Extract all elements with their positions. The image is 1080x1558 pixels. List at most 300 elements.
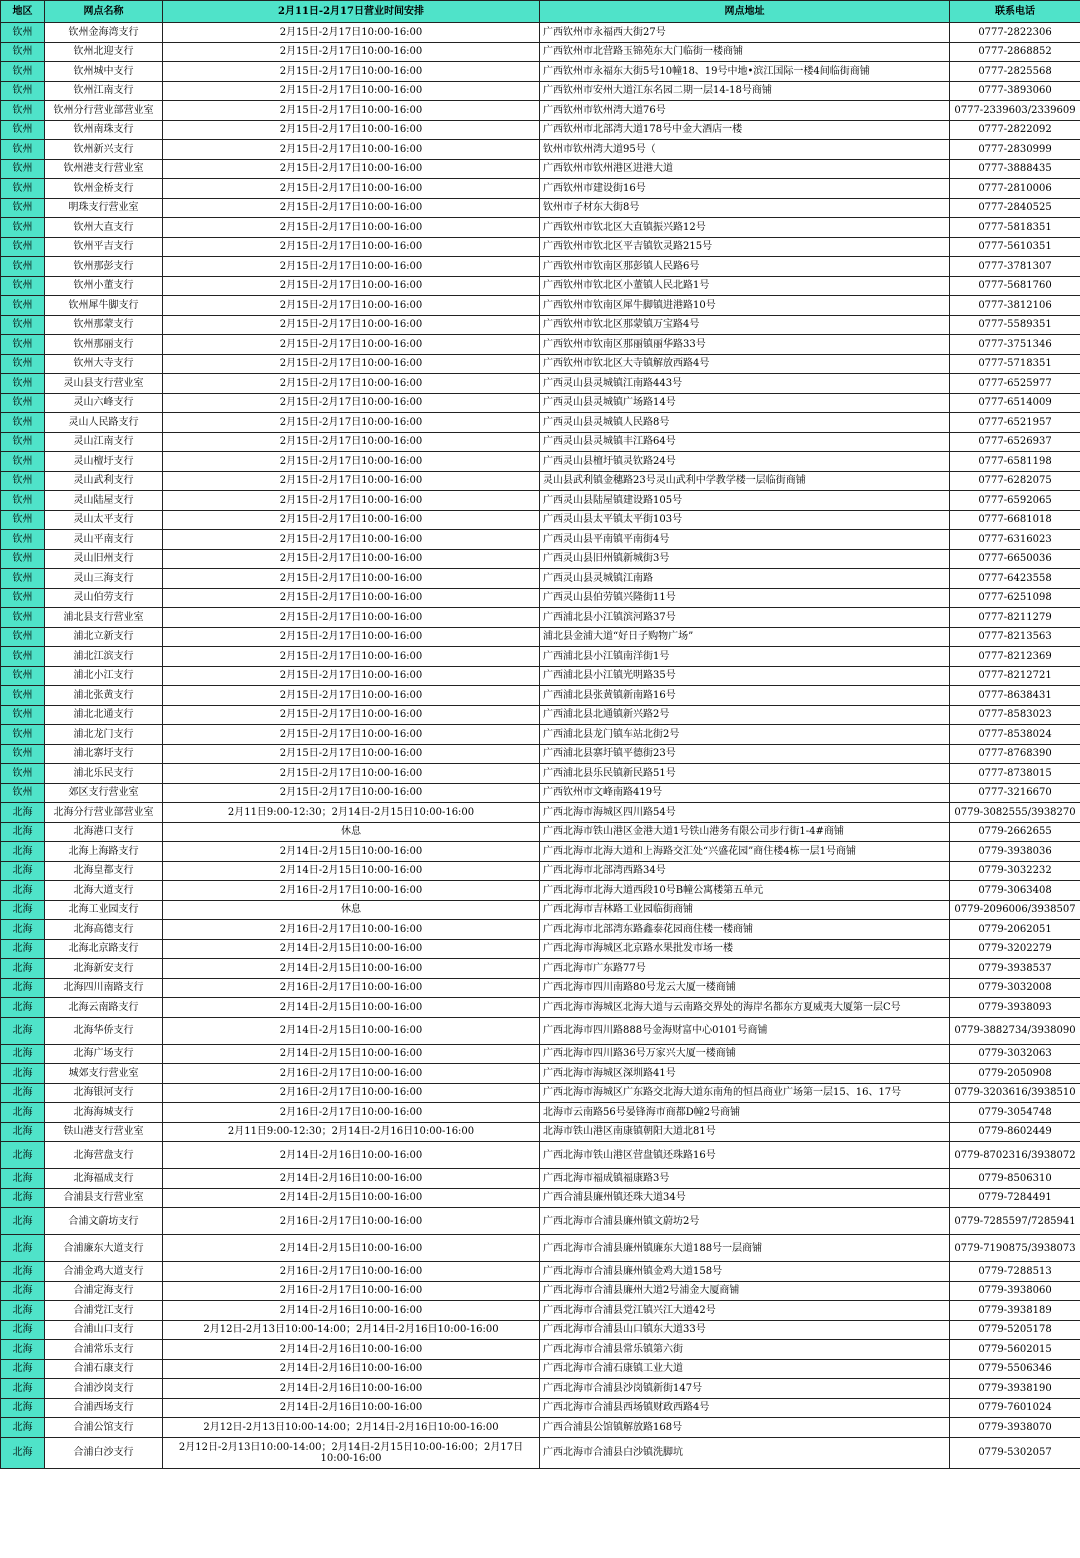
cell-hours: 2月11日9:00-12:30；2月14日-2月16日10:00-16:00 xyxy=(163,1122,540,1142)
cell-branch-name: 郊区支行营业室 xyxy=(45,783,163,803)
cell-phone: 0779-7190875/3938073 xyxy=(950,1235,1080,1262)
cell-phone: 0777-5818351 xyxy=(950,218,1080,238)
cell-branch-name: 浦北张黄支行 xyxy=(45,686,163,706)
table-row xyxy=(1,666,1080,686)
table-row xyxy=(1,1188,1080,1208)
cell-hours: 2月15日-2月17日10:00-16:00 xyxy=(163,237,540,257)
cell-address: 广西北海市四川路888号金海财富中心0101号商铺 xyxy=(540,1017,950,1044)
table-row xyxy=(1,296,1080,316)
cell-branch-name: 北海港口支行 xyxy=(45,822,163,842)
cell-hours: 2月15日-2月17日10:00-16:00 xyxy=(163,647,540,667)
cell-region: 钦州 xyxy=(1,627,45,647)
cell-hours: 2月15日-2月17日10:00-16:00 xyxy=(163,140,540,160)
cell-hours: 2月14日-2月16日10:00-16:00 xyxy=(163,1359,540,1379)
table-row xyxy=(1,822,1080,842)
cell-phone: 0777-6514009 xyxy=(950,393,1080,413)
cell-address: 广西北海市合浦县廉州镇金鸡大道158号 xyxy=(540,1262,950,1282)
cell-region: 北海 xyxy=(1,1262,45,1282)
table-row xyxy=(1,1398,1080,1418)
cell-phone: 0779-2050908 xyxy=(950,1064,1080,1084)
cell-region: 钦州 xyxy=(1,335,45,355)
cell-branch-name: 灵山人民路支行 xyxy=(45,413,163,433)
cell-phone: 0779-3938537 xyxy=(950,959,1080,979)
cell-branch-name: 灵山六峰支行 xyxy=(45,393,163,413)
cell-region: 北海 xyxy=(1,1301,45,1321)
cell-branch-name: 浦北县支行营业室 xyxy=(45,608,163,628)
table-row xyxy=(1,783,1080,803)
cell-phone: 0777-6316023 xyxy=(950,530,1080,550)
cell-branch-name: 钦州金海湾支行 xyxy=(45,23,163,43)
table-row xyxy=(1,1437,1080,1468)
cell-hours: 2月15日-2月17日10:00-16:00 xyxy=(163,588,540,608)
cell-phone: 0777-5681760 xyxy=(950,276,1080,296)
cell-phone: 0777-5610351 xyxy=(950,237,1080,257)
cell-phone: 0777-6521957 xyxy=(950,413,1080,433)
cell-branch-name: 合浦西场支行 xyxy=(45,1398,163,1418)
cell-region: 钦州 xyxy=(1,647,45,667)
cell-address: 广西北海市合浦县廉州镇文蔚坊2号 xyxy=(540,1208,950,1235)
table-row xyxy=(1,452,1080,472)
cell-phone: 0779-7601024 xyxy=(950,1398,1080,1418)
cell-address: 广西灵山县灵城镇江南路443号 xyxy=(540,374,950,394)
cell-branch-name: 合浦石康支行 xyxy=(45,1359,163,1379)
table-row xyxy=(1,1103,1080,1123)
cell-branch-name: 北海大道支行 xyxy=(45,881,163,901)
cell-address: 广西北海市合浦县山口镇东大道33号 xyxy=(540,1320,950,1340)
cell-address: 广西北海市合浦县沙岗镇新街147号 xyxy=(540,1379,950,1399)
cell-address: 广西北海市合浦县白沙镇洗脚坑 xyxy=(540,1437,950,1468)
cell-hours: 2月14日-2月15日10:00-16:00 xyxy=(163,1188,540,1208)
table-row xyxy=(1,725,1080,745)
cell-phone: 0777-2810006 xyxy=(950,179,1080,199)
cell-branch-name: 合浦沙岗支行 xyxy=(45,1379,163,1399)
cell-region: 钦州 xyxy=(1,686,45,706)
cell-region: 钦州 xyxy=(1,413,45,433)
cell-branch-name: 浦北北通支行 xyxy=(45,705,163,725)
cell-address: 广西浦北县小江镇光明路35号 xyxy=(540,666,950,686)
table-row xyxy=(1,1017,1080,1044)
cell-region: 北海 xyxy=(1,1398,45,1418)
cell-branch-name: 钦州分行营业部营业室 xyxy=(45,101,163,121)
table-row xyxy=(1,218,1080,238)
cell-region: 钦州 xyxy=(1,354,45,374)
cell-region: 北海 xyxy=(1,1235,45,1262)
cell-branch-name: 北海华侨支行 xyxy=(45,1017,163,1044)
cell-region: 北海 xyxy=(1,978,45,998)
cell-region: 钦州 xyxy=(1,588,45,608)
cell-hours: 2月16日-2月17日10:00-16:00 xyxy=(163,1262,540,1282)
cell-region: 北海 xyxy=(1,1103,45,1123)
cell-address: 广西钦州市北部湾大道178号中金大酒店一楼 xyxy=(540,120,950,140)
cell-branch-name: 北海新安支行 xyxy=(45,959,163,979)
cell-region: 北海 xyxy=(1,1188,45,1208)
cell-hours: 2月16日-2月17日10:00-16:00 xyxy=(163,881,540,901)
cell-hours: 2月14日-2月15日10:00-16:00 xyxy=(163,1017,540,1044)
cell-address: 广西北海市合浦县西场镇财政西路4号 xyxy=(540,1398,950,1418)
cell-hours: 2月15日-2月17日10:00-16:00 xyxy=(163,218,540,238)
cell-address: 广西钦州市钦州湾大道76号 xyxy=(540,101,950,121)
cell-branch-name: 浦北立新支行 xyxy=(45,627,163,647)
cell-phone: 0777-5718351 xyxy=(950,354,1080,374)
table-row xyxy=(1,1169,1080,1189)
cell-region: 北海 xyxy=(1,1208,45,1235)
cell-hours: 2月14日-2月15日10:00-16:00 xyxy=(163,939,540,959)
cell-hours: 2月15日-2月17日10:00-16:00 xyxy=(163,315,540,335)
cell-hours: 2月15日-2月17日10:00-16:00 xyxy=(163,374,540,394)
cell-address: 广西灵山县灵城镇江南路 xyxy=(540,569,950,589)
cell-phone: 0779-3063408 xyxy=(950,881,1080,901)
cell-hours: 2月16日-2月17日10:00-16:00 xyxy=(163,920,540,940)
cell-hours: 2月14日-2月16日10:00-16:00 xyxy=(163,1379,540,1399)
table-row xyxy=(1,530,1080,550)
cell-address: 广西合浦县廉州镇还珠大道34号 xyxy=(540,1188,950,1208)
cell-phone: 0777-6650036 xyxy=(950,549,1080,569)
cell-address: 广西合浦县公馆镇解放路168号 xyxy=(540,1418,950,1438)
cell-region: 北海 xyxy=(1,1064,45,1084)
cell-branch-name: 北海云南路支行 xyxy=(45,998,163,1018)
cell-address: 广西北海市北部湾东路鑫泰花园商住楼一楼商铺 xyxy=(540,920,950,940)
cell-address: 广西北海市海城区四川路54号 xyxy=(540,803,950,823)
cell-phone: 0777-2840525 xyxy=(950,198,1080,218)
cell-hours: 2月15日-2月17日10:00-16:00 xyxy=(163,549,540,569)
cell-phone: 0779-3032232 xyxy=(950,861,1080,881)
cell-address: 广西灵山县陆屋镇建设路105号 xyxy=(540,491,950,511)
cell-region: 北海 xyxy=(1,1418,45,1438)
table-row xyxy=(1,179,1080,199)
cell-branch-name: 北海广场支行 xyxy=(45,1044,163,1064)
cell-hours: 2月15日-2月17日10:00-16:00 xyxy=(163,413,540,433)
cell-phone: 0779-3938036 xyxy=(950,842,1080,862)
table-row xyxy=(1,81,1080,101)
cell-region: 北海 xyxy=(1,939,45,959)
cell-region: 钦州 xyxy=(1,666,45,686)
cell-address: 广西北海市海城区北京路水果批发市场一楼 xyxy=(540,939,950,959)
cell-branch-name: 钦州大寺支行 xyxy=(45,354,163,374)
cell-branch-name: 合浦定海支行 xyxy=(45,1281,163,1301)
cell-branch-name: 明珠支行营业室 xyxy=(45,198,163,218)
cell-branch-name: 北海四川南路支行 xyxy=(45,978,163,998)
cell-branch-name: 钦州那丽支行 xyxy=(45,335,163,355)
cell-hours: 2月15日-2月17日10:00-16:00 xyxy=(163,627,540,647)
header-address: 网点地址 xyxy=(540,1,950,23)
table-row xyxy=(1,198,1080,218)
cell-phone: 0777-8768390 xyxy=(950,744,1080,764)
cell-address: 广西北海市北海大道和上海路交汇处“兴盛花园”商住楼4栋一层1号商铺 xyxy=(540,842,950,862)
cell-hours: 2月15日-2月17日10:00-16:00 xyxy=(163,432,540,452)
cell-region: 北海 xyxy=(1,1359,45,1379)
header-region: 地区 xyxy=(1,1,45,23)
table-row xyxy=(1,1359,1080,1379)
cell-region: 北海 xyxy=(1,920,45,940)
cell-region: 钦州 xyxy=(1,315,45,335)
header-hours: 2月11日-2月17日营业时间安排 xyxy=(163,1,540,23)
table-row xyxy=(1,939,1080,959)
table-row xyxy=(1,1208,1080,1235)
cell-address: 广西钦州市永福东大街5号10幢18、19号中地•滨江国际一楼4间临街商铺 xyxy=(540,62,950,82)
cell-phone: 0777-2868852 xyxy=(950,42,1080,62)
cell-region: 钦州 xyxy=(1,452,45,472)
cell-address: 广西灵山县旧州镇新城街3号 xyxy=(540,549,950,569)
cell-hours: 2月15日-2月17日10:00-16:00 xyxy=(163,276,540,296)
cell-branch-name: 灵山江南支行 xyxy=(45,432,163,452)
cell-address: 广西北海市合浦县常乐镇第六街 xyxy=(540,1340,950,1360)
cell-region: 北海 xyxy=(1,959,45,979)
cell-hours: 2月14日-2月16日10:00-16:00 xyxy=(163,1169,540,1189)
cell-address: 广西钦州市安州大道江东名园二期一层14-18号商铺 xyxy=(540,81,950,101)
cell-region: 钦州 xyxy=(1,374,45,394)
cell-hours: 2月15日-2月17日10:00-16:00 xyxy=(163,666,540,686)
cell-phone: 0777-6592065 xyxy=(950,491,1080,511)
cell-hours: 2月14日-2月15日10:00-16:00 xyxy=(163,998,540,1018)
cell-address: 广西北海市四川南路80号龙云大厦一楼商铺 xyxy=(540,978,950,998)
cell-phone: 0777-3893060 xyxy=(950,81,1080,101)
cell-branch-name: 浦北寨圩支行 xyxy=(45,744,163,764)
cell-phone: 0779-3938093 xyxy=(950,998,1080,1018)
cell-address: 广西灵山县灵城镇丰江路64号 xyxy=(540,432,950,452)
cell-phone: 0779-5302057 xyxy=(950,1437,1080,1468)
cell-region: 北海 xyxy=(1,861,45,881)
cell-region: 北海 xyxy=(1,1122,45,1142)
cell-branch-name: 钦州城中支行 xyxy=(45,62,163,82)
cell-phone: 0777-8212369 xyxy=(950,647,1080,667)
table-row xyxy=(1,764,1080,784)
cell-address: 广西灵山县檀圩镇灵钦路24号 xyxy=(540,452,950,472)
cell-phone: 0779-3938190 xyxy=(950,1379,1080,1399)
cell-region: 钦州 xyxy=(1,218,45,238)
cell-address: 广西北海市吉林路工业园临街商铺 xyxy=(540,900,950,920)
cell-address: 广西北海市福成镇福康路3号 xyxy=(540,1169,950,1189)
cell-hours: 2月15日-2月17日10:00-16:00 xyxy=(163,510,540,530)
cell-region: 北海 xyxy=(1,1379,45,1399)
cell-phone: 0779-3203616/3938510 xyxy=(950,1083,1080,1103)
table-row xyxy=(1,335,1080,355)
cell-branch-name: 北海营盘支行 xyxy=(45,1142,163,1169)
cell-hours: 2月14日-2月16日10:00-16:00 xyxy=(163,1142,540,1169)
cell-address: 广西北海市合浦县廉州大道2号浦金大厦商铺 xyxy=(540,1281,950,1301)
cell-phone: 0777-6581198 xyxy=(950,452,1080,472)
cell-address: 广西钦州市文峰南路419号 xyxy=(540,783,950,803)
table-row xyxy=(1,42,1080,62)
table-row xyxy=(1,1142,1080,1169)
cell-branch-name: 合浦山口支行 xyxy=(45,1320,163,1340)
cell-branch-name: 灵山檀圩支行 xyxy=(45,452,163,472)
cell-region: 北海 xyxy=(1,803,45,823)
cell-branch-name: 灵山旧州支行 xyxy=(45,549,163,569)
table-row xyxy=(1,1064,1080,1084)
cell-address: 北海市铁山港区南康镇朝阳大道北81号 xyxy=(540,1122,950,1142)
cell-region: 钦州 xyxy=(1,296,45,316)
cell-phone: 0779-7288513 xyxy=(950,1262,1080,1282)
cell-phone: 0779-8702316/3938072 xyxy=(950,1142,1080,1169)
cell-phone: 0777-6525977 xyxy=(950,374,1080,394)
table-row xyxy=(1,159,1080,179)
cell-region: 钦州 xyxy=(1,62,45,82)
cell-address: 广西北海市铁山港区金港大道1号铁山港务有限公司步行街1-4#商铺 xyxy=(540,822,950,842)
cell-branch-name: 北海福成支行 xyxy=(45,1169,163,1189)
cell-region: 北海 xyxy=(1,998,45,1018)
cell-branch-name: 灵山伯劳支行 xyxy=(45,588,163,608)
cell-address: 广西北海市合浦县廉州镇廉东大道188号一层商铺 xyxy=(540,1235,950,1262)
cell-address: 广西北海市合浦县党江镇兴江大道42号 xyxy=(540,1301,950,1321)
cell-address: 广西北海市北部湾西路34号 xyxy=(540,861,950,881)
cell-hours: 2月16日-2月17日10:00-16:00 xyxy=(163,1083,540,1103)
cell-phone: 0779-3938060 xyxy=(950,1281,1080,1301)
cell-branch-name: 合浦公馆支行 xyxy=(45,1418,163,1438)
cell-hours: 2月15日-2月17日10:00-16:00 xyxy=(163,452,540,472)
cell-branch-name: 钦州那蒙支行 xyxy=(45,315,163,335)
cell-address: 广西钦州市钦北区小董镇人民北路1号 xyxy=(540,276,950,296)
cell-address: 广西浦北县小江镇南洋街1号 xyxy=(540,647,950,667)
cell-hours: 2月15日-2月17日10:00-16:00 xyxy=(163,101,540,121)
table-row xyxy=(1,315,1080,335)
cell-phone: 0779-8602449 xyxy=(950,1122,1080,1142)
cell-branch-name: 北海工业园支行 xyxy=(45,900,163,920)
cell-region: 钦州 xyxy=(1,276,45,296)
cell-hours: 2月15日-2月17日10:00-16:00 xyxy=(163,23,540,43)
table-row xyxy=(1,647,1080,667)
cell-branch-name: 灵山陆屋支行 xyxy=(45,491,163,511)
cell-hours: 2月15日-2月17日10:00-16:00 xyxy=(163,491,540,511)
cell-branch-name: 合浦金鸡大道支行 xyxy=(45,1262,163,1282)
cell-phone: 0779-2096006/3938507 xyxy=(950,900,1080,920)
cell-hours: 2月15日-2月17日10:00-16:00 xyxy=(163,764,540,784)
cell-phone: 0779-7284491 xyxy=(950,1188,1080,1208)
cell-region: 北海 xyxy=(1,1320,45,1340)
cell-region: 北海 xyxy=(1,822,45,842)
cell-region: 钦州 xyxy=(1,705,45,725)
table-row xyxy=(1,140,1080,160)
cell-hours: 2月12日-2月13日10:00-14:00；2月14日-2月16日10:00-16:00 xyxy=(163,1418,540,1438)
cell-hours: 2月15日-2月17日10:00-16:00 xyxy=(163,120,540,140)
cell-address: 广西钦州市钦北区大直镇振兴路12号 xyxy=(540,218,950,238)
table-row xyxy=(1,120,1080,140)
cell-address: 广西钦州市钦北区那蒙镇万宝路4号 xyxy=(540,315,950,335)
cell-phone: 0777-6681018 xyxy=(950,510,1080,530)
table-row xyxy=(1,23,1080,43)
cell-address: 广西浦北县张黄镇新南路16号 xyxy=(540,686,950,706)
cell-phone: 0777-8213563 xyxy=(950,627,1080,647)
cell-branch-name: 灵山县支行营业室 xyxy=(45,374,163,394)
cell-address: 广西灵山县伯劳镇兴隆街11号 xyxy=(540,588,950,608)
cell-address: 浦北县金浦大道“好日子购物广场” xyxy=(540,627,950,647)
cell-branch-name: 浦北小江支行 xyxy=(45,666,163,686)
cell-region: 北海 xyxy=(1,1017,45,1044)
cell-address: 广西钦州市北营路玉锦苑东大门临街一楼商铺 xyxy=(540,42,950,62)
cell-phone: 0779-5205178 xyxy=(950,1320,1080,1340)
cell-branch-name: 钦州大直支行 xyxy=(45,218,163,238)
table-row xyxy=(1,705,1080,725)
cell-hours: 2月16日-2月17日10:00-16:00 xyxy=(163,1208,540,1235)
cell-address: 广西浦北县北通镇新兴路2号 xyxy=(540,705,950,725)
cell-branch-name: 钦州新兴支行 xyxy=(45,140,163,160)
table-row xyxy=(1,998,1080,1018)
cell-branch-name: 北海分行营业部营业室 xyxy=(45,803,163,823)
cell-phone: 0779-7285597/7285941 xyxy=(950,1208,1080,1235)
cell-phone: 0777-2822306 xyxy=(950,23,1080,43)
cell-address: 广西北海市海城区北海大道与云南路交界处的海岸名都东方夏威夷大厦第一层C号 xyxy=(540,998,950,1018)
table-row xyxy=(1,803,1080,823)
table-row xyxy=(1,354,1080,374)
cell-hours: 2月12日-2月13日10:00-14:00；2月14日-2月15日10:00-16:00；2月17日10:00-16:00 xyxy=(163,1437,540,1468)
cell-phone: 0779-3032063 xyxy=(950,1044,1080,1064)
cell-phone: 0779-5506346 xyxy=(950,1359,1080,1379)
cell-branch-name: 浦北龙门支行 xyxy=(45,725,163,745)
cell-region: 钦州 xyxy=(1,608,45,628)
cell-region: 钦州 xyxy=(1,471,45,491)
cell-address: 钦州市子材东大街8号 xyxy=(540,198,950,218)
cell-hours: 2月15日-2月17日10:00-16:00 xyxy=(163,705,540,725)
cell-branch-name: 钦州南珠支行 xyxy=(45,120,163,140)
cell-address: 广西浦北县乐民镇新民路51号 xyxy=(540,764,950,784)
cell-branch-name: 灵山太平支行 xyxy=(45,510,163,530)
cell-hours: 2月15日-2月17日10:00-16:00 xyxy=(163,686,540,706)
table-row xyxy=(1,432,1080,452)
table-row xyxy=(1,686,1080,706)
table-row xyxy=(1,471,1080,491)
cell-phone: 0779-3938070 xyxy=(950,1418,1080,1438)
cell-address: 广西北海市海城区广东路交北海大道东南角的恒昌商业广场第一层15、16、17号 xyxy=(540,1083,950,1103)
cell-hours: 2月16日-2月17日10:00-16:00 xyxy=(163,1281,540,1301)
cell-branch-name: 北海北京路支行 xyxy=(45,939,163,959)
cell-region: 北海 xyxy=(1,900,45,920)
cell-hours: 休息 xyxy=(163,822,540,842)
cell-branch-name: 浦北乐民支行 xyxy=(45,764,163,784)
cell-region: 北海 xyxy=(1,1437,45,1468)
cell-branch-name: 合浦廉东大道支行 xyxy=(45,1235,163,1262)
cell-branch-name: 钦州那彭支行 xyxy=(45,257,163,277)
table-row xyxy=(1,959,1080,979)
cell-region: 钦州 xyxy=(1,120,45,140)
cell-phone: 0779-5602015 xyxy=(950,1340,1080,1360)
cell-hours: 2月15日-2月17日10:00-16:00 xyxy=(163,354,540,374)
table-row xyxy=(1,978,1080,998)
cell-hours: 2月14日-2月16日10:00-16:00 xyxy=(163,1340,540,1360)
cell-phone: 0777-8738015 xyxy=(950,764,1080,784)
cell-address: 北海市云南路56号晏锋海市商都D幢2号商铺 xyxy=(540,1103,950,1123)
cell-region: 北海 xyxy=(1,1169,45,1189)
cell-hours: 2月15日-2月17日10:00-16:00 xyxy=(163,569,540,589)
cell-phone: 0777-8212721 xyxy=(950,666,1080,686)
cell-phone: 0777-3812106 xyxy=(950,296,1080,316)
table-row xyxy=(1,842,1080,862)
cell-address: 广西灵山县太平镇太平街103号 xyxy=(540,510,950,530)
cell-address: 广西北海市北海大道西段10号B幢公寓楼第五单元 xyxy=(540,881,950,901)
cell-branch-name: 合浦县支行营业室 xyxy=(45,1188,163,1208)
cell-region: 钦州 xyxy=(1,237,45,257)
cell-address: 广西北海市海城区深圳路41号 xyxy=(540,1064,950,1084)
cell-hours: 2月15日-2月17日10:00-16:00 xyxy=(163,744,540,764)
cell-region: 钦州 xyxy=(1,159,45,179)
table-row xyxy=(1,1235,1080,1262)
header-row xyxy=(1,1,1080,23)
cell-region: 钦州 xyxy=(1,81,45,101)
cell-branch-name: 合浦常乐支行 xyxy=(45,1340,163,1360)
cell-region: 钦州 xyxy=(1,198,45,218)
cell-address: 广西钦州市钦北区大寺镇解放西路4号 xyxy=(540,354,950,374)
cell-hours: 2月14日-2月15日10:00-16:00 xyxy=(163,959,540,979)
table-row xyxy=(1,101,1080,121)
cell-phone: 0779-2662655 xyxy=(950,822,1080,842)
cell-phone: 0779-3082555/3938270 xyxy=(950,803,1080,823)
cell-phone: 0777-2822092 xyxy=(950,120,1080,140)
cell-branch-name: 北海上海路支行 xyxy=(45,842,163,862)
cell-region: 钦州 xyxy=(1,491,45,511)
cell-phone: 0777-3888435 xyxy=(950,159,1080,179)
cell-hours: 2月15日-2月17日10:00-16:00 xyxy=(163,257,540,277)
cell-hours: 2月15日-2月17日10:00-16:00 xyxy=(163,725,540,745)
table-row xyxy=(1,1083,1080,1103)
cell-address: 广西钦州市钦南区那丽镇丽华路33号 xyxy=(540,335,950,355)
